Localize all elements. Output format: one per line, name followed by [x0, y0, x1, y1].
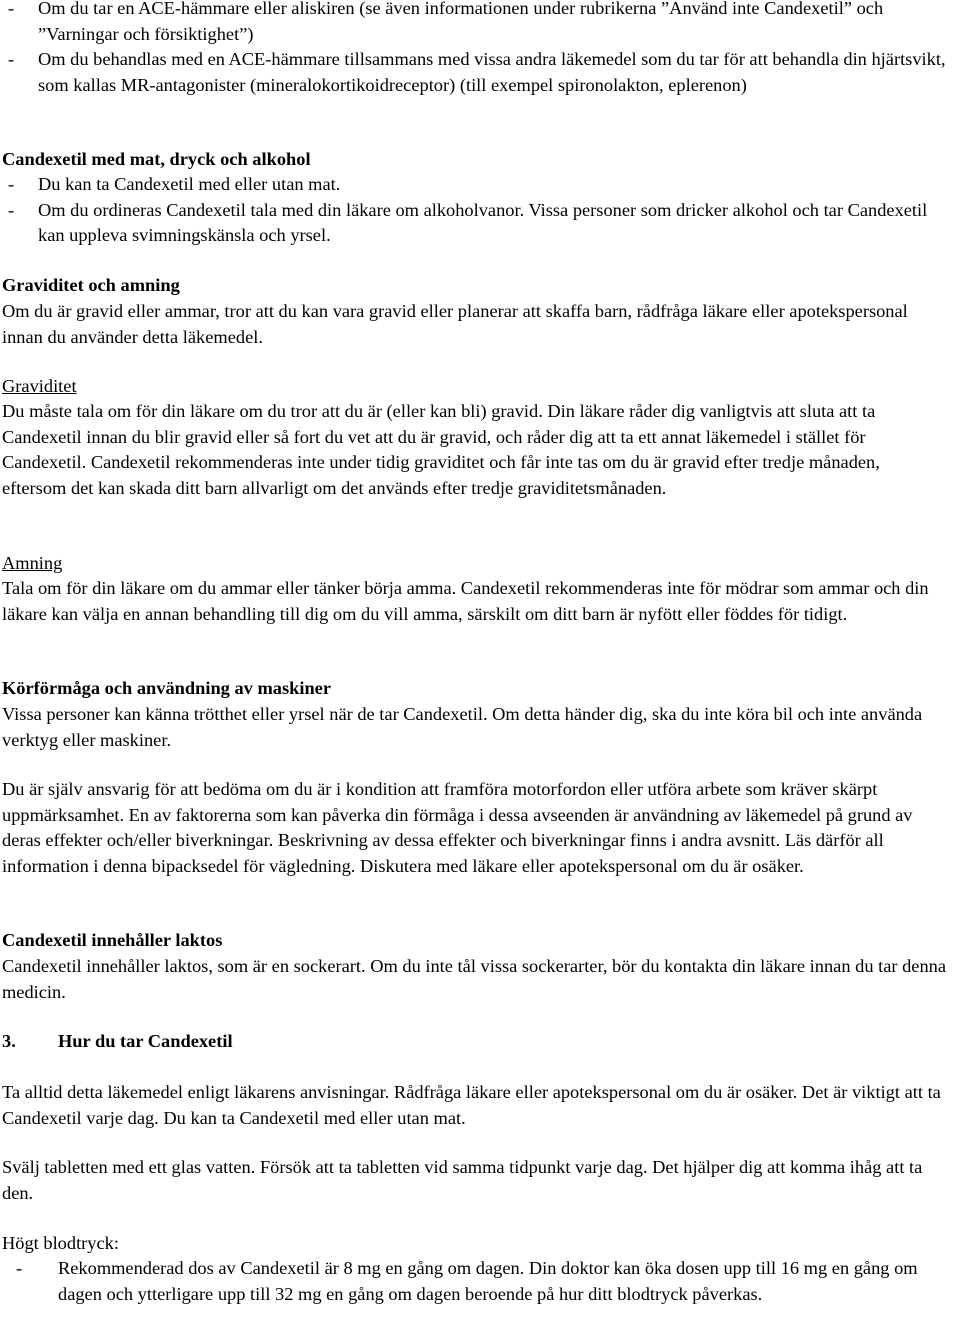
section-3-text-1: Ta alltid detta läkemedel enligt läkarens anvisningar. Rådfråga läkare eller apotekspersonal om du är osäker. Det är viktigt att ta Candexetil varje dag. Du kan ta Candexetil med eller utan mat.	[2, 1082, 941, 1128]
pregnancy-heading: Graviditet och amning	[2, 275, 180, 295]
driving-text-1: Vissa personer kan känna trötthet eller yrsel när de tar Candexetil. Om detta händer dig, ska du inte köra bil och inte använda verktyg eller maskiner.	[2, 704, 923, 750]
list-item	[2, 1256, 948, 1307]
food-item-2: Om du ordineras Candexetil tala med din läkare om alkoholvanor. Vissa personer som dricker alkohol och tar Candexetil kan uppleva svimningskänsla och yrsel.	[38, 199, 928, 246]
section-title-text: Hur du tar Candexetil	[58, 1031, 233, 1051]
section-3-title	[2, 1029, 948, 1055]
warning-item-2: Om du behandlas med en ACE-hämmare tillsammans med vissa andra läkemedel som du tar för att behandla din hjärtsvikt, som kallas MR-antagonister (mineralokortikoidreceptor) (till exempel spironolakton, eplerenon)	[38, 49, 946, 95]
bullet-dash: -	[8, 174, 15, 194]
section-number: 3.	[2, 1031, 16, 1051]
driving-heading: Körförmåga och användning av maskiner	[2, 678, 332, 698]
pregnancy-subheading: Graviditet	[2, 376, 77, 396]
blood-pressure-list	[2, 1256, 948, 1307]
lactose-heading: Candexetil innehåller laktos	[2, 930, 223, 950]
lactose-text: Candexetil innehåller laktos, som är en sockerart. Om du inte tål vissa sockerarter, bör du kontakta din läkare innan du tar denna medicin.	[2, 956, 947, 1002]
food-heading: Candexetil med mat, dryck och alkohol	[2, 149, 311, 169]
food-item-1: Du kan ta Candexetil med eller utan mat.	[38, 174, 341, 194]
bullet-dash: -	[8, 49, 15, 70]
bullet-dash: -	[16, 1258, 23, 1278]
list-item	[2, 198, 948, 249]
blood-pressure-item-1: Rekommenderad dos av Candexetil är 8 mg en gång om dagen. Din doktor kan öka dosen upp till 16 mg en gång om dagen och ytterligare upp till 32 mg en gång om dagen beroende på hur ditt blodtryck påverkas.	[58, 1258, 918, 1304]
bullet-dash: -	[8, 0, 15, 18]
food-list	[2, 172, 948, 249]
breastfeeding-subtext: Tala om för din läkare om du ammar eller tänker börja amma. Candexetil rekommenderas inte för mödrar som ammar och din läkare kan välja en annan behandling till dig om du vill amma, särskilt om ditt barn är nyfött eller föddes för tidigt.	[2, 578, 929, 624]
breastfeeding-subheading: Amning	[2, 553, 63, 573]
list-item	[2, 172, 948, 198]
section-3-text-2: Svälj tabletten med ett glas vatten. Försök att ta tabletten vid samma tidpunkt varje dag. Det hjälper dig att komma ihåg att ta den.	[2, 1157, 923, 1203]
pregnancy-subtext: Du måste tala om för din läkare om du tror att du är (eller kan bli) gravid. Din läkare råder dig vanligtvis att sluta att ta Candexetil innan du blir gravid eller så fort du vet att du är gravid, och råder dig att ta ett annat läkemedel i stället för Candexetil. Candexetil rekommenderas inte under tidig graviditet och får inte tas om du är gravid efter tredje månaden, eftersom det kan skada ditt barn allvarligt om det används efter tredje graviditetsmånaden.	[2, 401, 880, 498]
list-item	[2, 47, 948, 98]
warnings-list	[2, 0, 948, 98]
pregnancy-text: Om du är gravid eller ammar, tror att du kan vara gravid eller planerar att skaffa barn, rådfråga läkare eller apotekspersonal innan du använder detta läkemedel.	[2, 301, 908, 347]
blood-pressure-heading: Högt blodtryck:	[2, 1233, 119, 1253]
bullet-dash: -	[8, 199, 15, 220]
driving-text-2: Du är själv ansvarig för att bedöma om du är i kondition att framföra motorfordon eller utföra arbete som kräver skärpt uppmärksamhet. En av faktorerna som kan påverka din förmåga i dessa avseenden är användning av läkemedel på grund av deras effekter och/eller biverkningar. Beskrivning av dessa effekter och biverkningar finns i andra avsnitt. Läs därför all information i denna bipacksedel för vägledning. Diskutera med läkare eller apotekspersonal om du är osäker.	[2, 779, 913, 876]
list-item	[2, 0, 948, 47]
warning-item-1: Om du tar en ACE-hämmare eller aliskiren (se även informationen under rubrikerna ”Använd inte Candexetil” och ”Varningar och försiktighet”)	[38, 0, 884, 44]
